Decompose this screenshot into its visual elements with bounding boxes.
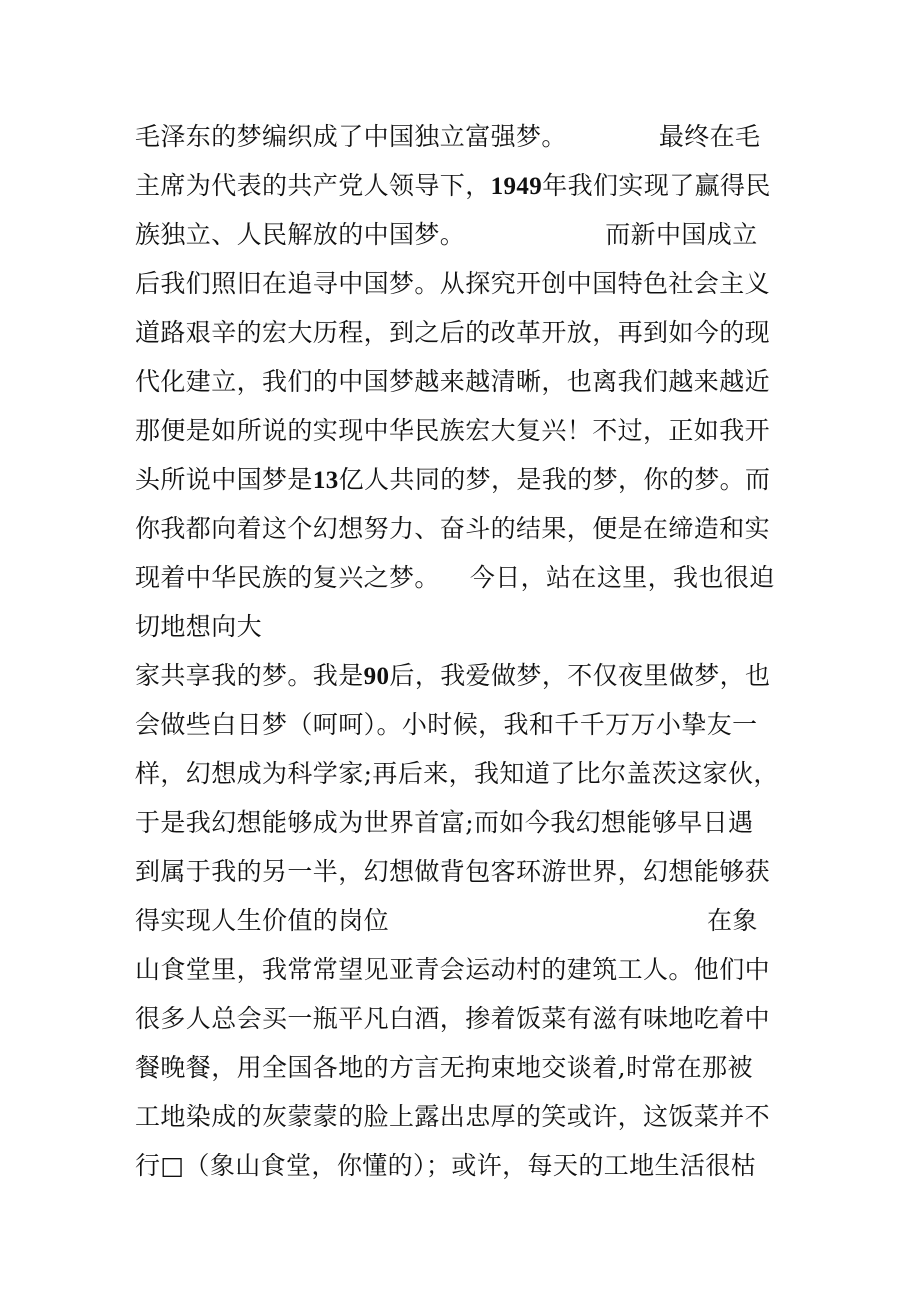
text-segment: 样，幻想成为科学家;再后来，我知道了比尔盖茨这家伙， — [135, 759, 779, 788]
text-line — [135, 994, 795, 1043]
text-segment: 在象 — [707, 906, 758, 935]
text-line — [135, 161, 795, 210]
text-segment: 后，我爱做梦，不仅夜里做梦，也 — [389, 661, 771, 690]
text-line — [135, 406, 795, 455]
text-line — [135, 749, 795, 798]
text-segment: 山食堂里，我常常望见亚青会运动村的建筑工人。他们中 — [135, 955, 771, 984]
text-segment: 代化建立，我们的中国梦越来越清晰，也离我们越来越近 — [135, 367, 771, 396]
text-line — [135, 847, 795, 896]
body-text — [135, 112, 795, 1190]
text-segment: 主席为代表的共产党人领导下， — [135, 171, 491, 200]
text-segment: 家共享我的梦。我是 — [135, 661, 364, 690]
text-segment: 你我都向着这个幻想努力、奋斗的结果，便是在缔造和实 — [135, 514, 771, 543]
text-line — [135, 798, 795, 847]
text-line — [135, 945, 795, 994]
text-line — [135, 455, 795, 504]
text-segment: 很多人总会买一瓶平凡白酒，掺着饭菜有滋有味地吃着中 — [135, 1004, 771, 1033]
text-line — [135, 602, 795, 651]
text-line — [135, 308, 795, 357]
text-line — [135, 357, 795, 406]
population-number: 13 — [312, 467, 339, 494]
text-segment: 今日，站在这里，我也很迫 — [469, 563, 775, 592]
text-line — [135, 259, 795, 308]
text-line — [135, 210, 795, 259]
text-segment: 会做些白日梦（呵呵）。小时候，我和千千万万小挚友一 — [135, 710, 758, 739]
text-line — [135, 700, 795, 749]
text-segment: 餐晚餐，用全国各地的方言无拘束地交谈着,时常在那被 — [135, 1053, 753, 1082]
text-segment: 于是我幻想能够成为世界首富;而如今我幻想能够早日遇 — [135, 808, 754, 837]
text-segment: 道路艰辛的宏大历程，到之后的改革开放，再到如今的现 — [135, 318, 771, 347]
text-segment: 那便是如所说的实现中华民族宏大复兴！不过，正如我开 — [135, 416, 771, 445]
text-segment: 年我们实现了赢得民 — [542, 171, 771, 200]
text-segment: 最终在毛 — [658, 122, 761, 151]
text-segment: 到属于我的另一半，幻想做背包客环游世界，幻想能够获 — [135, 857, 771, 886]
text-segment: 亿人共同的梦，是我的梦，你的梦。而 — [338, 465, 771, 494]
text-segment: 而新中国成立 — [605, 220, 758, 249]
text-line — [135, 504, 795, 553]
text-line — [135, 896, 795, 945]
generation-number: 90 — [363, 663, 390, 690]
text-segment: 工地染成的灰蒙蒙的脸上露出忠厚的笑或许，这饭菜并不 — [135, 1102, 771, 1131]
text-line — [135, 1043, 795, 1092]
text-segment: 现着中华民族的复兴之梦。 — [135, 563, 440, 592]
text-segment: 得实现人生价值的岗位 — [135, 906, 390, 935]
text-line — [135, 553, 795, 602]
text-line — [135, 112, 795, 161]
text-line — [135, 1141, 795, 1190]
text-segment: 行□（象山食堂，你懂的）；或许，每天的工地生活很枯 — [135, 1151, 757, 1180]
text-segment: 毛泽东的梦编织成了中国独立富强梦。 — [135, 122, 567, 151]
text-segment: 头所说中国梦是 — [135, 465, 313, 494]
text-segment: 后我们照旧在追寻中国梦。从探究开创中国特色社会主义 — [135, 269, 771, 298]
text-line — [135, 651, 795, 700]
year-number: 1949 — [490, 173, 543, 200]
text-segment: 切地想向大 — [135, 612, 263, 641]
text-segment: 族独立、人民解放的中国梦。 — [135, 220, 466, 249]
text-line — [135, 1092, 795, 1141]
